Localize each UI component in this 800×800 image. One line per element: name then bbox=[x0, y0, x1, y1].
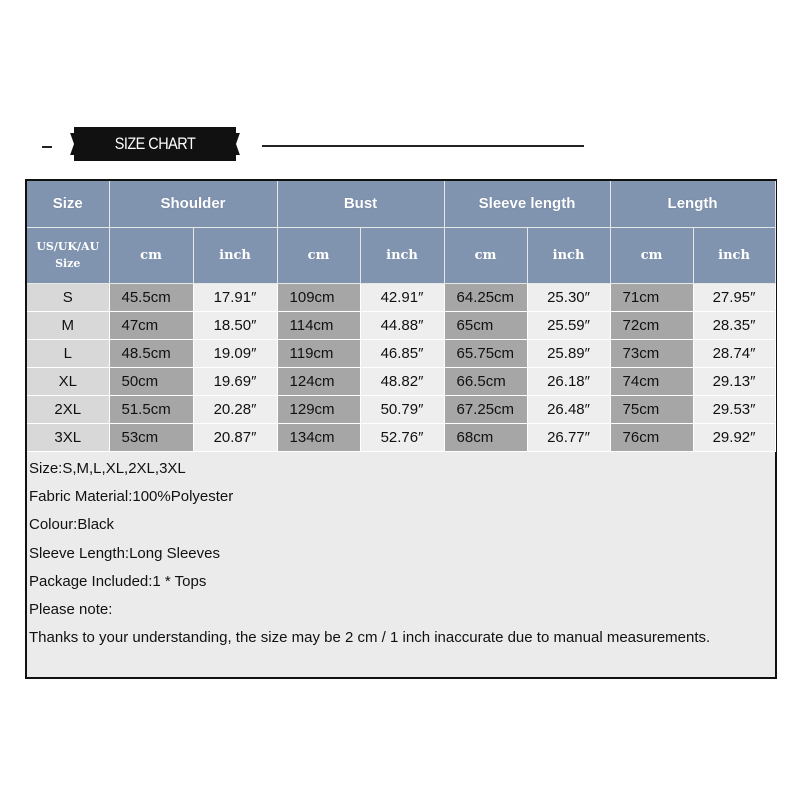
header-sleeve-length: Sleeve length bbox=[444, 181, 610, 227]
cell-length-cm: 76cm bbox=[610, 423, 693, 451]
cell-shoulder-inch: 18.50″ bbox=[193, 311, 277, 339]
cell-length-cm: 73cm bbox=[610, 339, 693, 367]
cell-bust-inch: 50.79″ bbox=[360, 395, 444, 423]
info-package: Package Included:1 * Tops bbox=[29, 572, 207, 590]
info-size: Size:S,M,L,XL,2XL,3XL bbox=[29, 460, 186, 477]
cell-sleeve-cm: 68cm bbox=[444, 423, 527, 451]
cell-sleeve-inch: 25.30″ bbox=[527, 283, 610, 311]
header-length: Length bbox=[610, 181, 775, 227]
banner-right-notch bbox=[236, 127, 242, 161]
page-title: SIZE CHART bbox=[114, 134, 196, 153]
cell-size: 2XL bbox=[27, 395, 109, 423]
title-left-dash bbox=[42, 146, 52, 148]
table-row bbox=[27, 339, 775, 367]
cell-length-cm: 72cm bbox=[610, 311, 693, 339]
table-row bbox=[27, 395, 775, 423]
cell-shoulder-cm: 50cm bbox=[109, 367, 193, 395]
cell-shoulder-inch: 19.09″ bbox=[193, 339, 277, 367]
cell-length-inch: 29.92″ bbox=[693, 423, 775, 451]
cell-size: M bbox=[27, 311, 109, 339]
cell-shoulder-cm: 47cm bbox=[109, 311, 193, 339]
subheader-row bbox=[27, 227, 775, 283]
cell-size: XL bbox=[27, 367, 109, 395]
cell-shoulder-cm: 51.5cm bbox=[109, 395, 193, 423]
cell-shoulder-inch: 20.28″ bbox=[193, 395, 277, 423]
cell-sleeve-cm: 64.25cm bbox=[444, 283, 527, 311]
cell-bust-cm: 129cm bbox=[277, 395, 360, 423]
cell-sleeve-inch: 26.48″ bbox=[527, 395, 610, 423]
header-shoulder: Shoulder bbox=[109, 181, 277, 227]
cell-bust-inch: 46.85″ bbox=[360, 339, 444, 367]
table-row bbox=[27, 311, 775, 339]
subheader-bust-cm: cm bbox=[277, 227, 360, 283]
cell-shoulder-inch: 17.91″ bbox=[193, 283, 277, 311]
banner-left-notch bbox=[68, 127, 74, 161]
title-rule bbox=[262, 145, 584, 147]
cell-length-inch: 29.13″ bbox=[693, 367, 775, 395]
subheader-size: Size bbox=[55, 257, 81, 270]
cell-sleeve-inch: 25.89″ bbox=[527, 339, 610, 367]
table-row bbox=[27, 423, 775, 451]
cell-size: 3XL bbox=[27, 423, 109, 451]
cell-bust-cm: 114cm bbox=[277, 311, 360, 339]
cell-shoulder-inch: 19.69″ bbox=[193, 367, 277, 395]
cell-bust-cm: 124cm bbox=[277, 367, 360, 395]
product-info bbox=[29, 455, 710, 652]
size-table bbox=[27, 181, 776, 452]
subheader-shoulder-inch: inch bbox=[193, 227, 277, 283]
cell-size: S bbox=[27, 283, 109, 311]
cell-length-inch: 27.95″ bbox=[693, 283, 775, 311]
cell-bust-cm: 109cm bbox=[277, 283, 360, 311]
subheader-region-size bbox=[27, 227, 109, 283]
cell-sleeve-inch: 25.59″ bbox=[527, 311, 610, 339]
subheader-length-cm: cm bbox=[610, 227, 693, 283]
header-bust: Bust bbox=[277, 181, 444, 227]
header-size: Size bbox=[27, 181, 109, 227]
subheader-sleeve-cm: cm bbox=[444, 227, 527, 283]
table-row bbox=[27, 283, 775, 311]
cell-sleeve-cm: 65.75cm bbox=[444, 339, 527, 367]
subheader-sleeve-inch: inch bbox=[527, 227, 610, 283]
cell-shoulder-cm: 48.5cm bbox=[109, 339, 193, 367]
cell-length-cm: 75cm bbox=[610, 395, 693, 423]
subheader-length-inch: inch bbox=[693, 227, 775, 283]
cell-sleeve-inch: 26.18″ bbox=[527, 367, 610, 395]
cell-sleeve-cm: 67.25cm bbox=[444, 395, 527, 423]
title-banner bbox=[68, 127, 242, 161]
header-row bbox=[27, 181, 775, 227]
cell-shoulder-cm: 53cm bbox=[109, 423, 193, 451]
cell-length-inch: 29.53″ bbox=[693, 395, 775, 423]
table-row bbox=[27, 367, 775, 395]
info-note-text: Thanks to your understanding, the size may be 2 cm / 1 inch inaccurate due to manual measurements. bbox=[29, 629, 711, 647]
info-sleeve: Sleeve Length:Long Sleeves bbox=[29, 544, 220, 562]
info-fabric: Fabric Material:100%Polyester bbox=[29, 488, 234, 506]
cell-bust-inch: 42.91″ bbox=[360, 283, 444, 311]
cell-length-inch: 28.74″ bbox=[693, 339, 775, 367]
cell-sleeve-cm: 66.5cm bbox=[444, 367, 527, 395]
cell-length-cm: 71cm bbox=[610, 283, 693, 311]
cell-length-cm: 74cm bbox=[610, 367, 693, 395]
subheader-bust-inch: inch bbox=[360, 227, 444, 283]
info-note-label: Please note: bbox=[29, 600, 113, 618]
info-colour: Colour:Black bbox=[29, 516, 115, 534]
cell-bust-cm: 119cm bbox=[277, 339, 360, 367]
cell-sleeve-inch: 26.77″ bbox=[527, 423, 610, 451]
cell-length-inch: 28.35″ bbox=[693, 311, 775, 339]
cell-bust-inch: 44.88″ bbox=[360, 311, 444, 339]
cell-bust-inch: 48.82″ bbox=[360, 367, 444, 395]
cell-bust-cm: 134cm bbox=[277, 423, 360, 451]
cell-size: L bbox=[27, 339, 109, 367]
cell-shoulder-inch: 20.87″ bbox=[193, 423, 277, 451]
cell-bust-inch: 52.76″ bbox=[360, 423, 444, 451]
subheader-shoulder-cm: cm bbox=[109, 227, 193, 283]
cell-sleeve-cm: 65cm bbox=[444, 311, 527, 339]
subheader-region: US/UK/AU bbox=[36, 240, 100, 253]
cell-shoulder-cm: 45.5cm bbox=[109, 283, 193, 311]
